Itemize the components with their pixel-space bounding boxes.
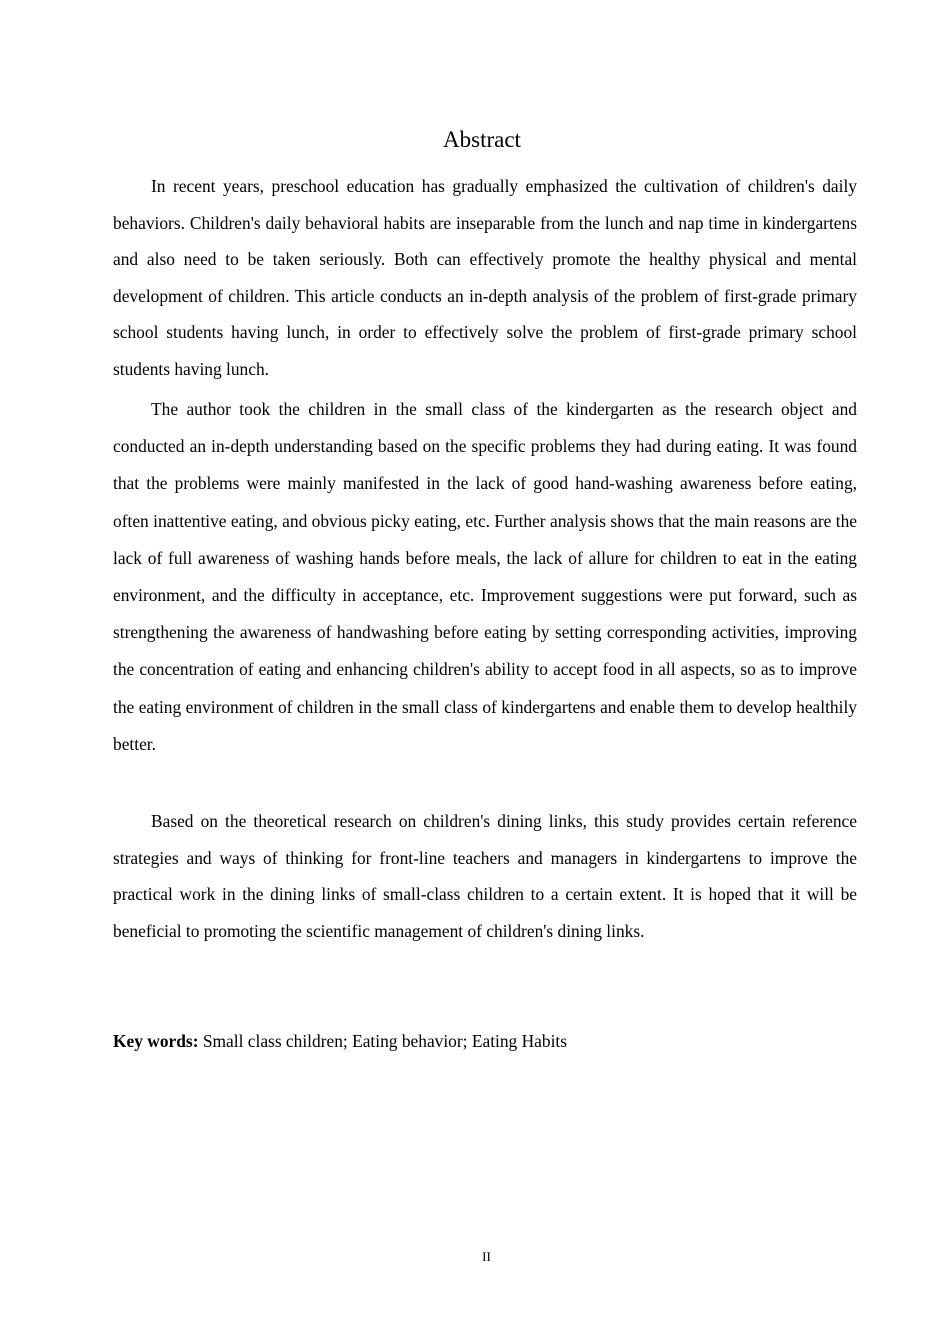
keywords-value: Small class children; Eating behavior; Eating Habits [198, 1031, 567, 1051]
abstract-paragraph-1: In recent years, preschool education has gradually emphasized the cultivation of children's daily behaviors. Children's daily behavioral habits are inseparable from the lunch and nap time in kindergartens and also need to be taken seriously. Both can effectively promote the healthy physical and mental development of children. This article conducts an in-depth analysis of the problem of first-grade primary school students having lunch, in order to effectively solve the problem of first-grade primary school students having lunch. [113, 176, 857, 379]
abstract-paragraph-3: Based on the theoretical research on children's dining links, this study provides certain reference strategies and ways of thinking for front-line teachers and managers in kindergartens to improve the practical work in the dining links of small-class children to a certain extent. It is hoped that it will be beneficial to promoting the scientific management of children's dining links. [113, 811, 857, 941]
page-number: II [482, 1249, 491, 1264]
abstract-paragraph-2: The author took the children in the small class of the kindergarten as the research object and conducted an in-depth understanding based on the specific problems they had during eating. It was found that the problems were mainly manifested in the lack of good hand-washing awareness before eating, often inattentive eating, and obvious picky eating, etc. Further analysis shows that the main reasons are the lack of full awareness of washing hands before meals, the lack of allure for children to eat in the eating environment, and the difficulty in acceptance, etc. Improvement suggestions were put forward, such as strengthening the awareness of handwashing before eating by setting corresponding activities, improving the concentration of eating and enhancing children's ability to accept food in all aspects, so as to improve the eating environment of children in the small class of kindergartens and enable them to develop healthily better. [113, 399, 857, 754]
abstract-title: Abstract [443, 127, 521, 152]
keywords-line [113, 1028, 857, 1054]
keywords-label: Key words: [113, 1031, 199, 1051]
